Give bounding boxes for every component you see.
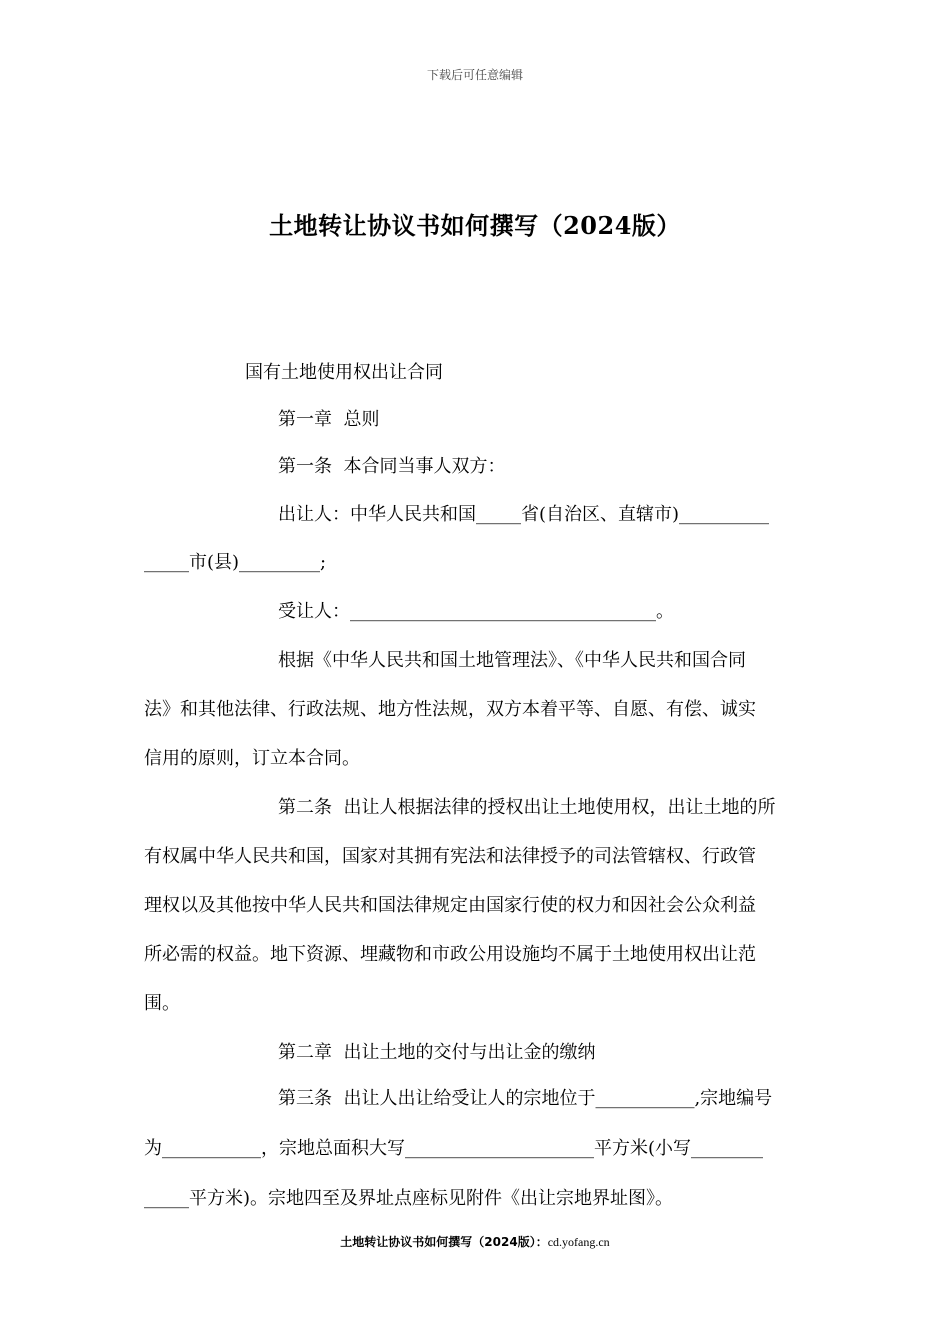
paragraph-line: 信用的原则，订立本合同。	[144, 748, 360, 769]
paragraph-line: _____平方米)。宗地四至及界址点座标见附件《出让宗地界址图》。	[144, 1188, 674, 1209]
paragraph-line: 理权以及其他按中华人民共和国法律规定由国家行使的权力和因社会公众利益	[144, 895, 756, 916]
chapter-heading: 第一章 总则	[278, 409, 380, 430]
paragraph-line: 法》和其他法律、行政法规、地方性法规，双方本着平等、自愿、有偿、诚实	[144, 699, 756, 720]
paragraph-line: 为___________，宗地总面积大写_____________________平方米(小写________	[144, 1138, 764, 1159]
article-line: 第一条 本合同当事人双方：	[278, 456, 506, 477]
paragraph-line: 有权属中华人民共和国，国家对其拥有宪法和法律授予的司法管辖权、行政管	[144, 846, 756, 867]
footer-url: cd.yofang.cn	[547, 1235, 610, 1249]
paragraph-line: 根据《中华人民共和国土地管理法》、《中华人民共和国合同	[278, 650, 746, 671]
header-note: 下载后可任意编辑	[426, 68, 523, 82]
paragraph-line: 第三条 出让人出让给受让人的宗地位于___________,宗地编号	[278, 1088, 773, 1109]
footer-title: 土地转让协议书如何撰写（2024版）：	[340, 1235, 548, 1249]
article-line: 出让人：中华人民共和国_____省(自治区、直辖市)__________	[278, 504, 770, 525]
article-line: 受让人：__________________________________。	[278, 601, 674, 622]
chapter-heading: 第二章 出让土地的交付与出让金的缴纳	[278, 1042, 596, 1063]
paragraph-line: 所必需的权益。地下资源、埋藏物和市政公用设施均不属于土地使用权出让范	[144, 944, 756, 965]
document-title: 土地转让协议书如何撰写（2024版）	[269, 211, 681, 240]
footer-note	[0, 1233, 950, 1250]
article-line: _____市(县)_________;	[144, 552, 327, 573]
paragraph-line: 围。	[144, 993, 180, 1014]
contract-title: 国有土地使用权出让合同	[245, 362, 443, 383]
paragraph-line: 第二条 出让人根据法律的授权出让土地使用权，出让土地的所	[278, 797, 776, 818]
